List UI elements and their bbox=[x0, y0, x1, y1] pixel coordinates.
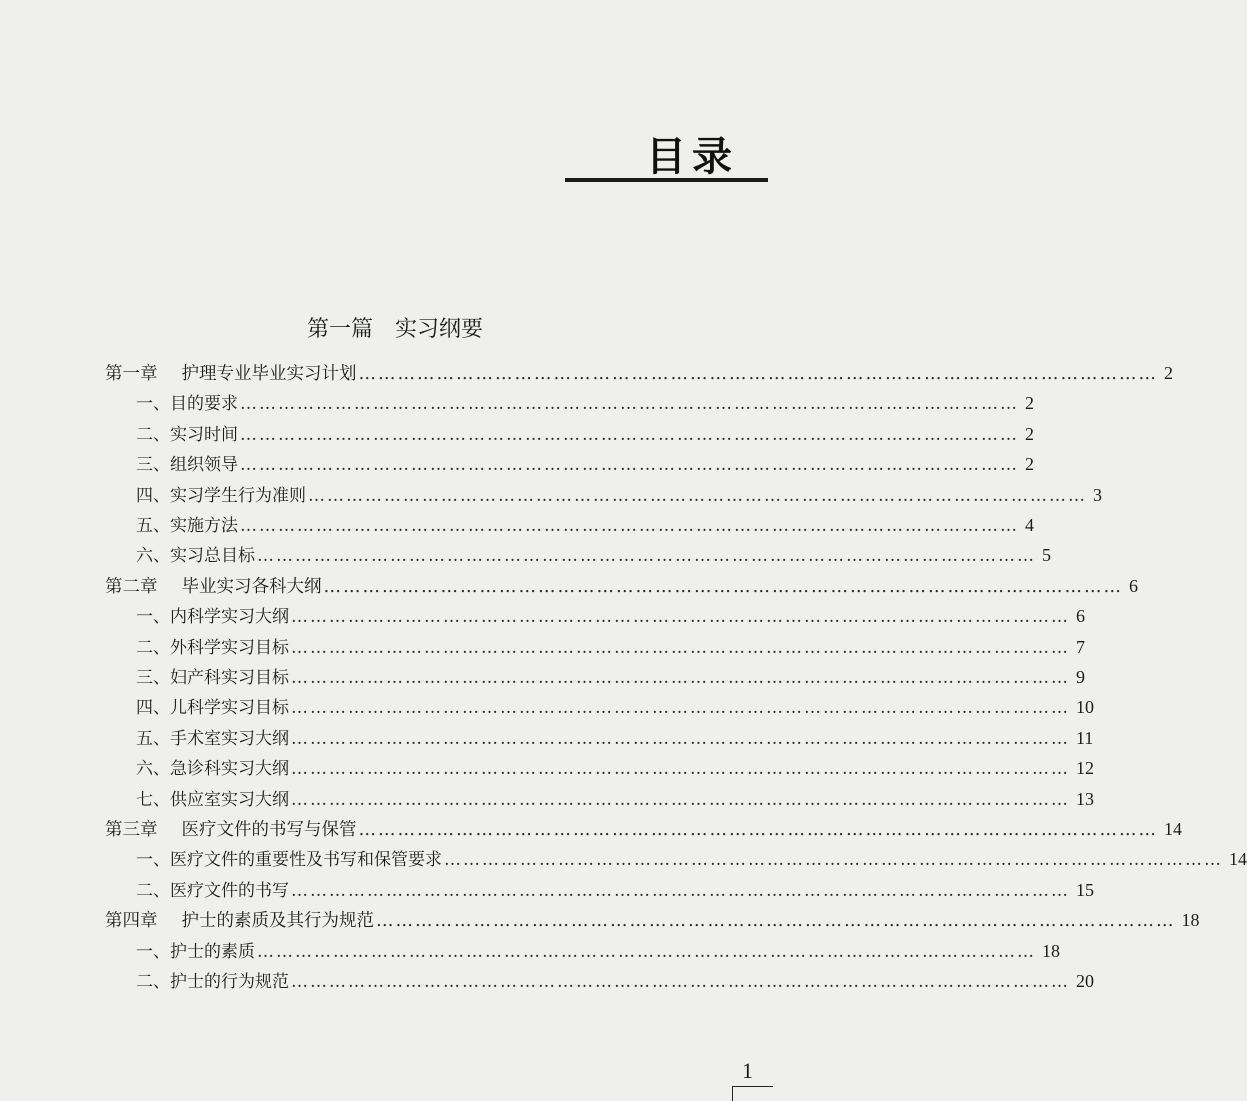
section-title: 四、儿科学实习目标 bbox=[136, 698, 289, 719]
toc-section-row[interactable] bbox=[136, 423, 1034, 446]
chapter-title: 护士的素质及其行为规范 bbox=[181, 911, 374, 932]
leader-dots: …………………………………………………………………………………………………………… bbox=[291, 759, 1070, 780]
chapter-page: 2 bbox=[1164, 363, 1173, 383]
leader-dots: …………………………………………………………………………………………………………… bbox=[308, 485, 1087, 506]
section-title: 一、内科学实习大纲 bbox=[136, 607, 289, 628]
toc-section-row[interactable] bbox=[136, 727, 1094, 750]
leader-dots: …………………………………………………………………………………………………………… bbox=[240, 424, 1019, 445]
section-page: 15 bbox=[1076, 879, 1094, 900]
section-title: 一、护士的素质 bbox=[136, 941, 255, 962]
chapter-number: 第一章 bbox=[105, 364, 158, 384]
toc-section-row[interactable] bbox=[136, 605, 1085, 628]
leader-dots: …………………………………………………………………………………………………………… bbox=[240, 455, 1019, 476]
corner-mark bbox=[732, 1086, 773, 1101]
section-title: 二、医疗文件的书写 bbox=[136, 880, 289, 901]
section-title: 五、手术室实习大纲 bbox=[136, 728, 289, 749]
section-title: 一、目的要求 bbox=[136, 394, 238, 415]
chapter-title: 医疗文件的书写与保管 bbox=[181, 820, 357, 840]
leader-dots: …………………………………………………………………………………………………………… bbox=[291, 607, 1070, 628]
leader-dots: …………………………………………………………………………………………………………… bbox=[240, 516, 1019, 536]
section-title: 六、急诊科实习大纲 bbox=[136, 759, 289, 780]
section-title: 二、实习时间 bbox=[136, 424, 238, 445]
section-page: 3 bbox=[1093, 484, 1102, 505]
toc-chapter-row[interactable] bbox=[105, 362, 1173, 385]
chapter-number: 第二章 bbox=[105, 576, 158, 597]
toc-section-row[interactable] bbox=[136, 696, 1094, 719]
section-title: 七、供应室实习大纲 bbox=[136, 789, 289, 810]
leader-dots: …………………………………………………………………………………………………………… bbox=[291, 789, 1070, 810]
toc-title: 目录 bbox=[646, 134, 738, 180]
leader-dots: …………………………………………………………………………………………………………… bbox=[358, 820, 1158, 840]
section-page: 5 bbox=[1042, 545, 1051, 566]
toc-section-row[interactable] bbox=[136, 484, 1102, 507]
section-page: 10 bbox=[1076, 697, 1094, 718]
section-title: 四、实习学生行为准则 bbox=[136, 485, 306, 506]
section-title: 二、外科学实习目标 bbox=[136, 637, 289, 658]
leader-dots: …………………………………………………………………………………………………………… bbox=[376, 911, 1176, 932]
section-page: 12 bbox=[1076, 758, 1094, 779]
chapter-page: 18 bbox=[1181, 910, 1200, 931]
toc-section-row[interactable] bbox=[136, 757, 1094, 780]
section-title: 三、组织领导 bbox=[136, 455, 238, 476]
toc-chapter-row[interactable] bbox=[105, 818, 1182, 841]
leader-dots: …………………………………………………………………………………………………………… bbox=[358, 364, 1158, 384]
leader-dots: …………………………………………………………………………………………………………… bbox=[240, 394, 1019, 415]
leader-dots: …………………………………………………………………………………………………………… bbox=[291, 972, 1070, 992]
toc-chapter-row[interactable] bbox=[105, 575, 1138, 598]
chapter-page: 6 bbox=[1129, 575, 1138, 596]
leader-dots: …………………………………………………………………………………………………………… bbox=[444, 850, 1223, 871]
leader-dots: …………………………………………………………………………………………………………… bbox=[291, 728, 1070, 749]
leader-dots: …………………………………………………………………………………………………………… bbox=[291, 637, 1070, 658]
section-title: 三、妇产科实习目标 bbox=[136, 668, 289, 688]
section-page: 9 bbox=[1076, 667, 1085, 687]
leader-dots: …………………………………………………………………………………………………………… bbox=[291, 880, 1070, 901]
section-page: 4 bbox=[1025, 515, 1034, 535]
leader-dots: …………………………………………………………………………………………………………… bbox=[291, 668, 1070, 688]
leader-dots: …………………………………………………………………………………………………………… bbox=[257, 546, 1036, 567]
chapter-page: 14 bbox=[1164, 819, 1182, 839]
chapter-title: 护理专业毕业实习计划 bbox=[181, 364, 357, 384]
toc-section-row[interactable] bbox=[136, 636, 1085, 659]
toc-section-row[interactable] bbox=[136, 392, 1034, 415]
section-page: 20 bbox=[1076, 971, 1094, 991]
section-title: 六、实习总目标 bbox=[136, 546, 255, 567]
section-page: 13 bbox=[1076, 788, 1094, 809]
chapter-number: 第三章 bbox=[105, 820, 158, 840]
section-title: 五、实施方法 bbox=[136, 516, 238, 536]
toc-section-row[interactable] bbox=[136, 970, 1094, 993]
chapter-number: 第四章 bbox=[105, 911, 158, 932]
toc-section-row[interactable] bbox=[136, 453, 1034, 476]
section-page: 2 bbox=[1025, 393, 1034, 414]
toc-section-row[interactable] bbox=[136, 879, 1094, 902]
toc-section-row[interactable] bbox=[136, 666, 1085, 689]
toc-section-row[interactable] bbox=[136, 544, 1051, 567]
section-title: 一、医疗文件的重要性及书写和保管要求 bbox=[136, 850, 442, 871]
section-page: 2 bbox=[1025, 454, 1034, 475]
toc-section-row[interactable] bbox=[136, 788, 1094, 811]
section-page: 11 bbox=[1076, 727, 1094, 748]
part-title: 第一篇 实习纲要 bbox=[306, 317, 483, 342]
section-page: 18 bbox=[1042, 940, 1060, 961]
chapter-title: 毕业实习各科大纲 bbox=[181, 576, 322, 597]
toc-section-row[interactable] bbox=[136, 848, 1247, 871]
section-page: 2 bbox=[1025, 423, 1034, 444]
leader-dots: …………………………………………………………………………………………………………… bbox=[291, 698, 1070, 719]
title-rule bbox=[565, 178, 768, 182]
section-title: 二、护士的行为规范 bbox=[136, 972, 289, 992]
section-page: 7 bbox=[1076, 636, 1085, 657]
toc-section-row[interactable] bbox=[136, 940, 1060, 963]
section-page: 14 bbox=[1229, 849, 1247, 870]
toc-section-row[interactable] bbox=[136, 514, 1034, 537]
leader-dots: …………………………………………………………………………………………………………… bbox=[323, 576, 1123, 597]
section-page: 6 bbox=[1076, 606, 1085, 627]
leader-dots: …………………………………………………………………………………………………………… bbox=[257, 941, 1036, 962]
toc-chapter-row[interactable] bbox=[105, 909, 1200, 932]
page-number: 1 bbox=[742, 1058, 753, 1083]
